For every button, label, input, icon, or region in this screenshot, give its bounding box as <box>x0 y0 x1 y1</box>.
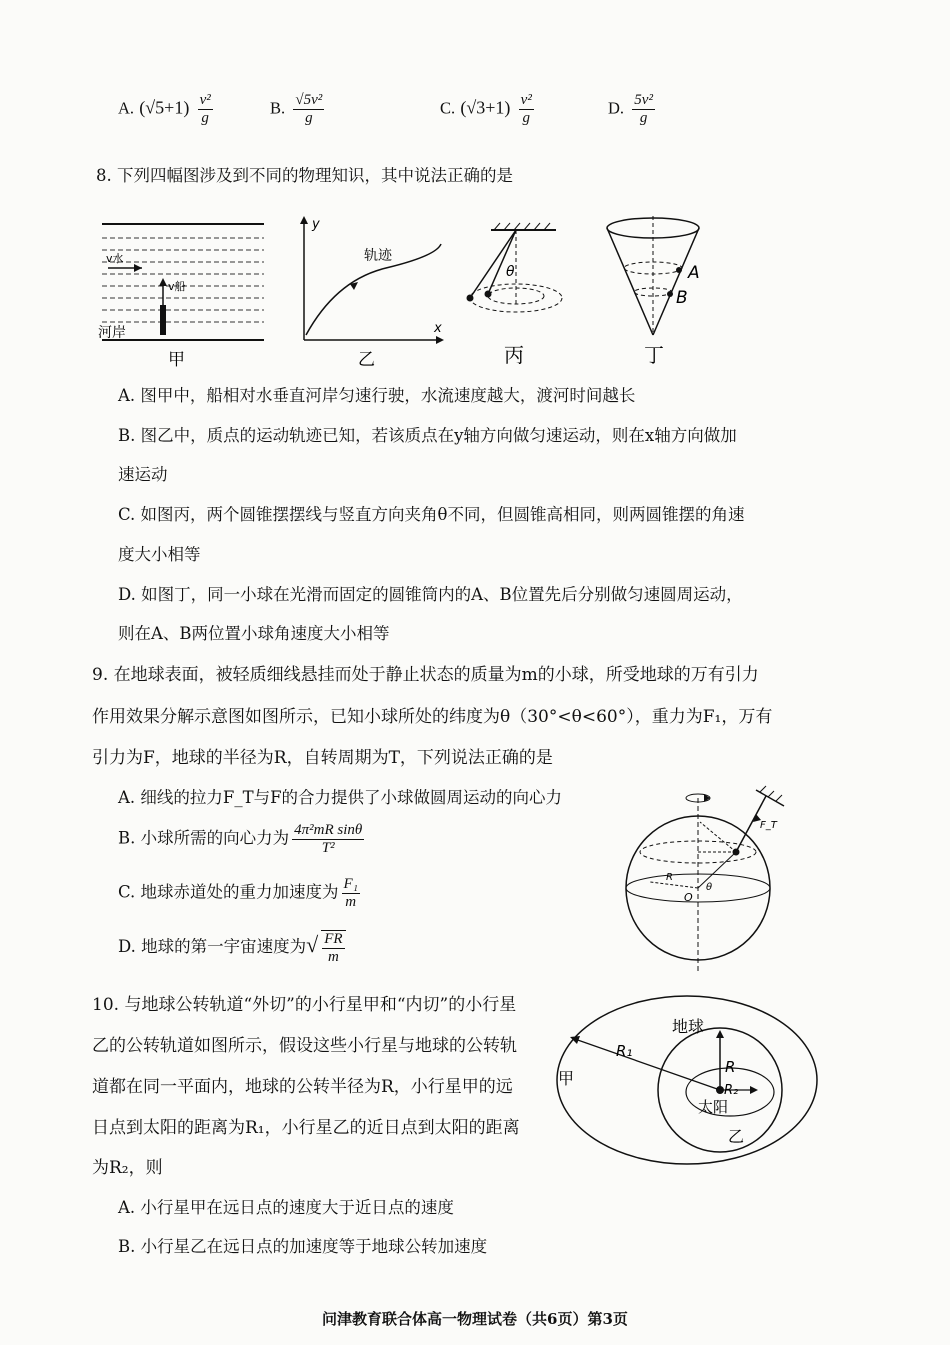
r-orbit-label: R <box>725 1058 736 1076</box>
q8-option-d-line1: D. 如图丁，同一小球在光滑而固定的圆锥筒内的A、B位置先后分别做匀速圆周运动， <box>118 585 743 604</box>
figure-ding <box>607 216 700 367</box>
q10-stem-line1: 10. 与地球公转轨道“外切”的小行星甲和“内切”的小行星 <box>92 995 517 1015</box>
v-boat-label: v船 <box>168 280 186 293</box>
figure-yi <box>300 216 444 370</box>
x-axis-label: x <box>434 321 442 336</box>
sun-label: 太阳 <box>698 1098 729 1116</box>
q8-option-d-line2: 则在A、B两位置小球角速度大小相等 <box>118 624 390 643</box>
r2-label: R₂ <box>724 1083 739 1098</box>
caption-bing: 丙 <box>504 343 524 367</box>
q7-option-d: D. $\frac{\text{5v²}}{g}$ <box>608 92 653 126</box>
theta-label: θ <box>506 264 515 280</box>
q9-option-a: A. 细线的拉力F_T与F的合力提供了小球做圆周运动的向心力 <box>118 788 563 807</box>
q9-earth-figure <box>620 776 800 976</box>
o-label: O <box>684 891 693 904</box>
q7-option-c: C. (√3+1) $\frac{\text{v²}}{g}$ <box>440 92 532 126</box>
q8-option-b-line2: 速运动 <box>118 465 168 484</box>
q10-stem-line2: 乙的公转轨道如图所示，假设这些小行星与地球的公转轨 <box>92 1036 517 1056</box>
q7-option-b: B. $\frac{\text{√5v²}}{g}$ <box>270 92 323 126</box>
point-b-label: B <box>676 288 688 308</box>
q9-stem-line1: 9. 在地球表面，被轻质细线悬挂而处于静止状态的质量为m的小球，所受地球的万有引力 <box>92 665 759 685</box>
caption-yi: 乙 <box>358 350 375 370</box>
v-water-label: v水 <box>106 252 124 265</box>
r1-label: R₁ <box>616 1042 633 1060</box>
q10-stem-line3: 道都在同一平面内，地球的公转半径为R，小行星甲的远 <box>92 1077 513 1097</box>
q10-option-b: B. 小行星乙在远日点的加速度等于地球公转加速度 <box>118 1237 488 1256</box>
q9-option-b: B. 小球所需的向心力为 $\frac{\text{4π²mR sinθ}}{\text{T²}}$ <box>118 822 363 856</box>
bank-label: 河岸 <box>98 325 126 341</box>
caption-jia: 甲 <box>168 350 185 370</box>
q9-option-d: D. 地球的第一宇宙速度为√ $\frac{FR}{m}$ <box>118 930 349 965</box>
q10-stem-line4: 日点到太阳的距离为R₁，小行星乙的近日点到太阳的距离 <box>92 1118 520 1138</box>
r-label: R <box>666 872 673 883</box>
ft-label: F_T <box>760 820 777 831</box>
yi-orbit-label: 乙 <box>728 1127 745 1146</box>
figure-jia <box>98 224 264 370</box>
caption-ding: 丁 <box>644 343 664 367</box>
q9-option-c: C. 地球赤道处的重力加速度为 $\frac{\text{F₁}}{m}$ <box>118 876 358 910</box>
trajectory-label: 轨迹 <box>364 248 392 264</box>
q8-option-a: A. 图甲中，船相对水垂直河岸匀速行驶，水流速度越大，渡河时间越长 <box>118 386 636 405</box>
q8-stem: 8. 下列四幅图涉及到不同的物理知识，其中说法正确的是 <box>96 166 513 185</box>
q10-stem-line5: 为R₂，则 <box>92 1158 163 1178</box>
figure-bing <box>467 223 563 367</box>
q8-option-b-line1: B. 图乙中，质点的运动轨迹已知，若该质点在y轴方向做匀速运动，则在x轴方向做加 <box>118 426 737 445</box>
page-footer: 问津教育联合体高一物理试卷（共6页）第3页 <box>322 1310 628 1328</box>
q7-option-a: A. (√5+1) $\frac{\text{v²}}{g}$ <box>118 92 211 126</box>
point-a-label: A <box>688 263 700 283</box>
earth-label: 地球 <box>672 1017 705 1036</box>
q8-option-c-line1: C. 如图丙，两个圆锥摆摆线与竖直方向夹角θ不同，但圆锥高相同，则两圆锥摆的角速 <box>118 505 745 524</box>
q8-option-c-line2: 度大小相等 <box>118 545 201 564</box>
y-axis-label: y <box>312 217 320 232</box>
q10-option-a: A. 小行星甲在远日点的速度大于近日点的速度 <box>118 1198 454 1217</box>
theta-label-q9: θ <box>706 882 713 893</box>
q10-orbit-figure <box>552 990 824 1170</box>
jia-orbit-label: 甲 <box>558 1069 575 1088</box>
q9-stem-line2: 作用效果分解示意图如图所示，已知小球所处的纬度为θ（30°<θ<60°），重力为F₁，万有 <box>92 707 773 727</box>
q8-figures <box>96 210 756 375</box>
q9-stem-line3: 引力为F，地球的半径为R，自转周期为T，下列说法正确的是 <box>92 748 553 768</box>
